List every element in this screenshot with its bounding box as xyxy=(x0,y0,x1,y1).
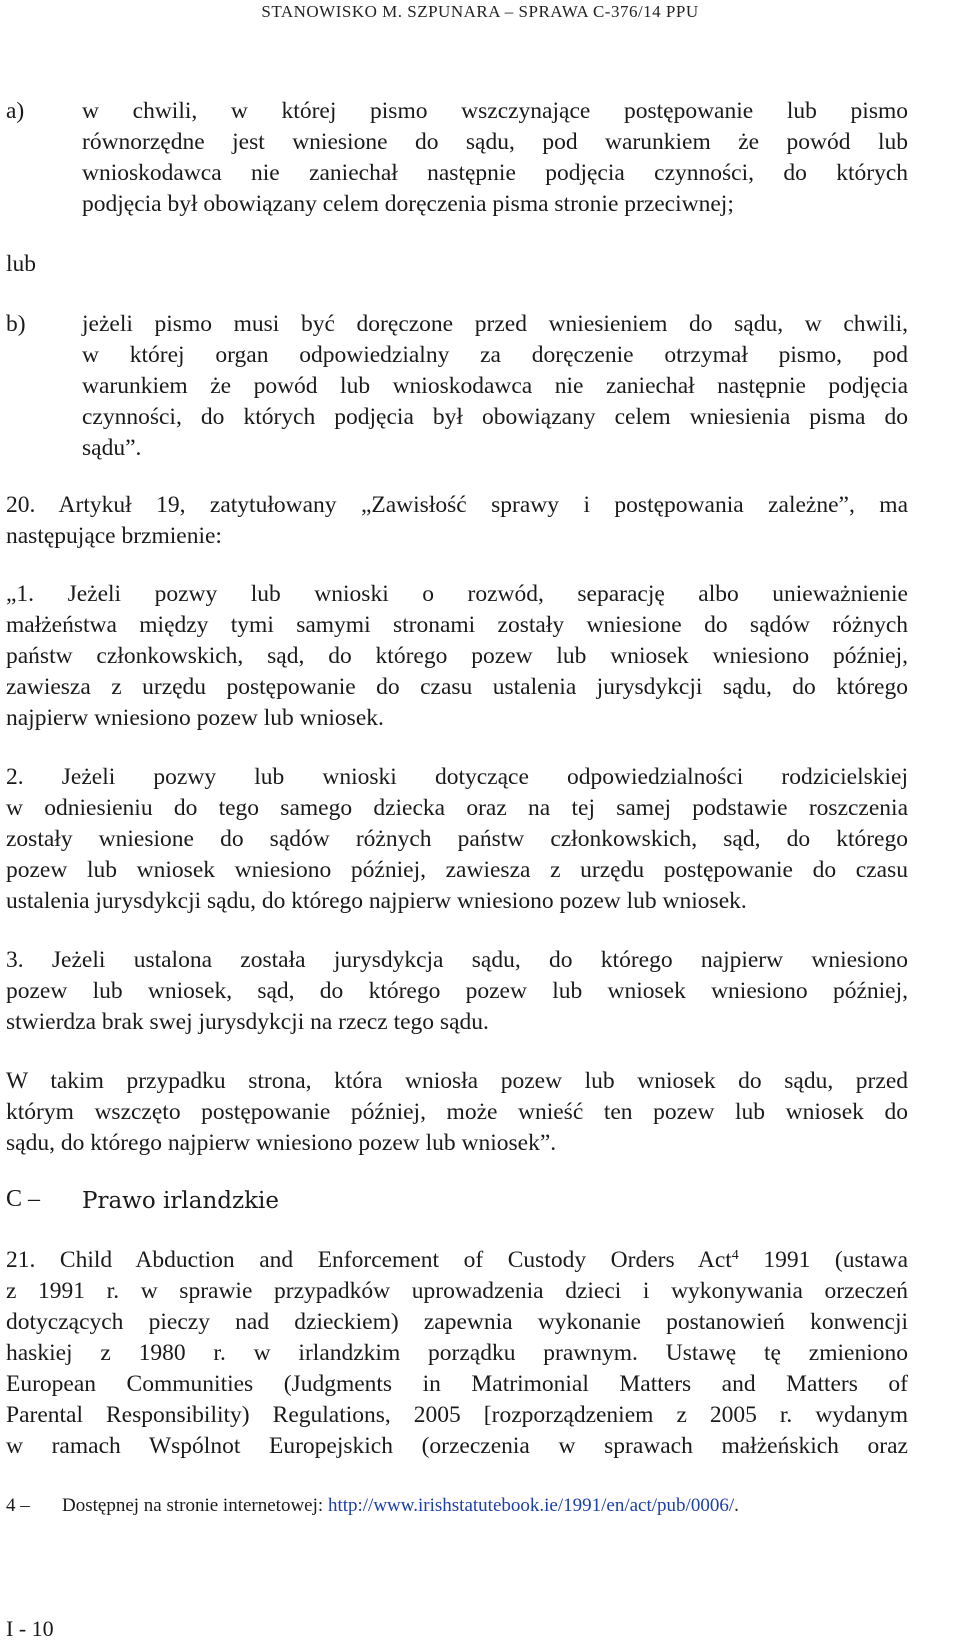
running-header: STANOWISKO M. SZPUNARA – SPRAWA C-376/14 PPU xyxy=(261,2,699,21)
footnote-body: Dostępnej na stronie internetowej: xyxy=(62,1495,328,1516)
quote-2-line: pozew lub wniosek wniesiono później, zawiesza z urzędu postępowanie do czasu xyxy=(6,857,908,883)
para-21-line: dotyczących pieczy nad dzieckiem) zapewnia wykonanie postanowień konwencji xyxy=(6,1309,908,1335)
item-b-line: czynności, do których podjęcia był obowiązany celem wniesienia pisma do xyxy=(82,404,908,430)
quote-2-line: zostały wniesione do sądów różnych państw członkowskich, sąd, do którego xyxy=(6,826,908,852)
para-21-line: haskiej z 1980 r. w irlandzkim porządku prawnym. Ustawę tę zmieniono xyxy=(6,1340,908,1366)
para-21-line: z 1991 r. w sprawie przypadków uprowadzenia dzieci i wykonywania orzeczeń xyxy=(6,1278,908,1304)
item-b-line: sądu”. xyxy=(82,435,142,461)
footnote-period: . xyxy=(734,1495,739,1516)
quote-3-line: pozew lub wniosek, sąd, do którego pozew lub wniosek wniesiono później, xyxy=(6,978,908,1004)
item-b-line: w której organ odpowiedzialny za doręczenie otrzymał pismo, pod xyxy=(82,342,908,368)
item-a-line: w chwili, w której pismo wszczynające postępowanie lub pismo xyxy=(82,98,908,124)
para-20-line: 20. Artykuł 19, zatytułowany „Zawisłość sprawy i postępowania zależne”, ma xyxy=(6,492,908,518)
footnote-text xyxy=(62,1494,739,1518)
para-21-first-line xyxy=(6,1245,908,1275)
section-c-letter: C – xyxy=(6,1186,41,1212)
item-b-line: warunkiem że powód lub wnioskodawca nie zaniechał następnie podjęcia xyxy=(82,373,908,399)
section-c-title: Prawo irlandzkie xyxy=(82,1188,280,1214)
para-21-line: Parental Responsibility) Regulations, 2005 [rozporządzeniem z 2005 r. wydanym xyxy=(6,1402,908,1428)
quote-3-line: stwierdza brak swej jurysdykcji na rzecz tego sądu. xyxy=(6,1009,489,1035)
footnote-link[interactable]: http://www.irishstatutebook.ie/1991/en/act/pub/0006/ xyxy=(327,1495,735,1516)
quote-4-line: W takim przypadku strona, która wniosła pozew lub wniosek do sądu, przed xyxy=(6,1068,908,1094)
para-21-first-line-text: 21. Child Abduction and Enforcement of Custody Orders Act xyxy=(6,1247,732,1273)
quote-3-line: 3. Jeżeli ustalona została jurysdykcja sądu, do którego najpierw wniesiono xyxy=(6,947,908,973)
quote-2-line: 2. Jeżeli pozwy lub wnioski dotyczące odpowiedzialności rodzicielskiej xyxy=(6,764,908,790)
quote-1-line: zawiesza z urzędu postępowanie do czasu ustalenia jurysdykcji sądu, do którego xyxy=(6,674,908,700)
footnote-reference[interactable]: 4 xyxy=(731,1248,739,1263)
page-number: I - 10 xyxy=(6,1616,54,1641)
item-b-line: jeżeli pismo musi być doręczone przed wniesieniem do sądu, w chwili, xyxy=(82,311,908,337)
quote-4-line: sądu, do którego najpierw wniesiono pozew lub wniosek”. xyxy=(6,1130,557,1156)
connector-lub: lub xyxy=(6,251,37,277)
para-21-line: w ramach Wspólnot Europejskich (orzeczenia w sprawach małżeńskich oraz xyxy=(6,1433,908,1459)
quote-1-line: państw członkowskich, sąd, do którego pozew lub wniosek wniesiono później, xyxy=(6,643,908,669)
quote-2-line: w odniesieniu do tego samego dziecka oraz na tej samej podstawie roszczenia xyxy=(6,795,908,821)
item-a-line: podjęcia był obowiązany celem doręczenia pisma stronie przeciwnej; xyxy=(82,191,734,217)
para-21-line: European Communities (Judgments in Matrimonial Matters and Matters of xyxy=(6,1371,908,1397)
item-a-line: równorzędne jest wniesione do sądu, pod warunkiem że powód lub xyxy=(82,129,908,155)
quote-1-line: „1. Jeżeli pozwy lub wnioski o rozwód, separację albo unieważnienie xyxy=(6,581,908,607)
para-20-line: następujące brzmienie: xyxy=(6,523,222,549)
item-a-line: wnioskodawca nie zaniechał następnie podjęcia czynności, do których xyxy=(82,160,908,186)
item-a-marker: a) xyxy=(6,98,25,124)
para-21-first-line-tail: 1991 (ustawa xyxy=(738,1247,908,1273)
quote-2-line: ustalenia jurysdykcji sądu, do którego najpierw wniesiono pozew lub wniosek. xyxy=(6,888,747,914)
quote-1-line: najpierw wniesiono pozew lub wniosek. xyxy=(6,705,384,731)
footnote-marker: 4 – xyxy=(6,1495,30,1516)
quote-1-line: małżeństwa między tymi samymi stronami zostały wniesione do sądów różnych xyxy=(6,612,908,638)
item-b-marker: b) xyxy=(6,311,26,337)
quote-4-line: którym wszczęto postępowanie później, może wnieść ten pozew lub wniosek do xyxy=(6,1099,908,1125)
